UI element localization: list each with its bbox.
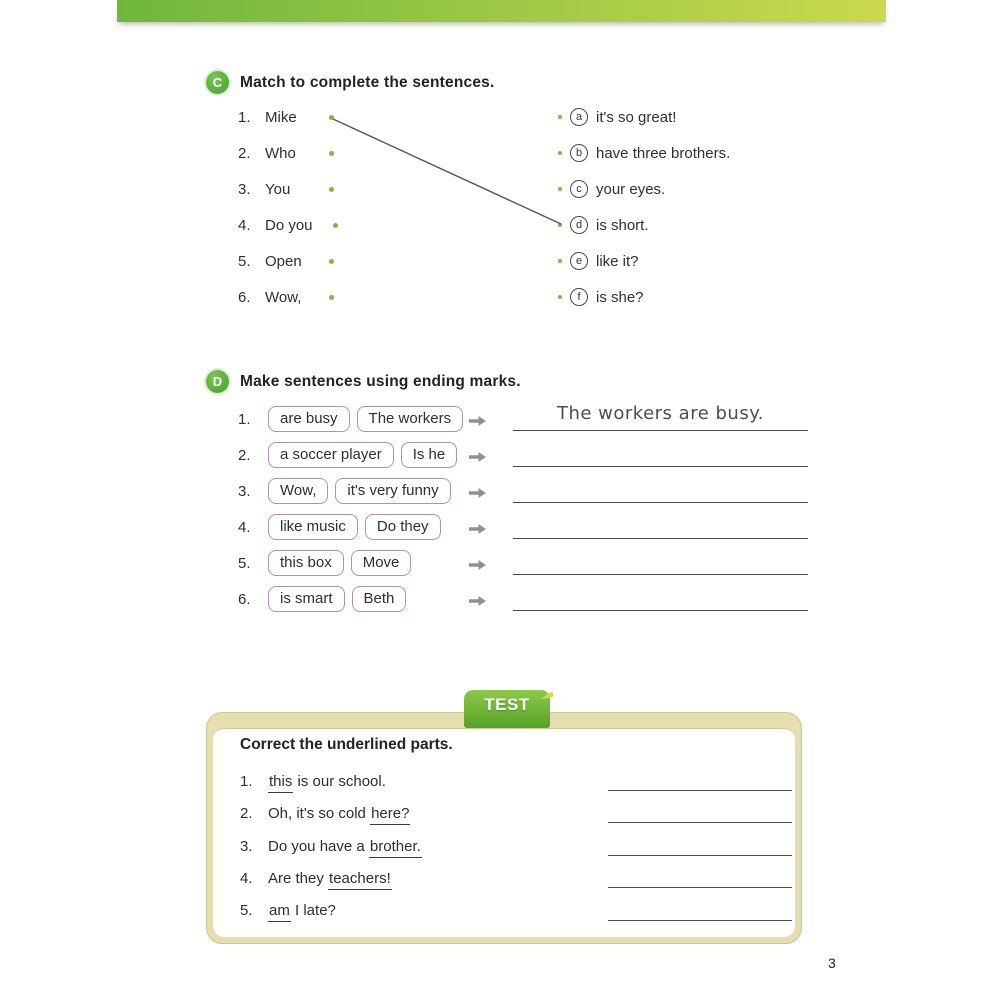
- word-box[interactable]: it's very funny: [335, 478, 450, 504]
- option-label: like it?: [596, 252, 639, 270]
- match-dot[interactable]: [329, 187, 334, 192]
- option-letter-badge: b: [570, 144, 588, 162]
- match-item-number: 3.: [238, 180, 251, 198]
- match-item-number: 5.: [238, 252, 251, 270]
- word-box[interactable]: Wow,: [268, 478, 328, 504]
- underlined-part: here?: [370, 805, 410, 825]
- test-item-text: [268, 902, 336, 919]
- test-tab: [464, 690, 550, 728]
- test-answer-line[interactable]: [608, 855, 792, 856]
- match-dot[interactable]: [329, 295, 334, 300]
- test-item-row: [240, 770, 386, 792]
- top-accent-bar: [117, 0, 886, 22]
- arrow-icon: [468, 451, 487, 463]
- word-box[interactable]: is smart: [268, 586, 345, 612]
- arrow-icon: [468, 415, 487, 427]
- test-item-row: [240, 867, 392, 889]
- test-item-post: is our school.: [293, 772, 386, 790]
- match-item-row: [238, 141, 296, 165]
- word-box[interactable]: Beth: [352, 586, 407, 612]
- match-item-number: 6.: [238, 288, 251, 306]
- sentence-row: [238, 550, 818, 580]
- match-item-row: [238, 285, 301, 309]
- match-dot[interactable]: [329, 259, 334, 264]
- sentence-number: 3.: [238, 483, 251, 500]
- match-item-label: Mike: [265, 108, 297, 126]
- option-dot[interactable]: [558, 259, 562, 263]
- arrow-icon: [468, 523, 487, 535]
- match-item-label: Open: [265, 252, 302, 270]
- option-label: is she?: [596, 288, 644, 306]
- section-c-badge: C: [206, 71, 229, 94]
- test-answer-line[interactable]: [608, 887, 792, 888]
- match-item-row: [238, 249, 302, 273]
- match-item-row: [238, 105, 297, 129]
- underlined-part: this: [268, 773, 293, 793]
- answer-line[interactable]: [513, 502, 808, 503]
- answer-line[interactable]: [513, 574, 808, 575]
- sentence-number: 2.: [238, 447, 251, 464]
- option-dot[interactable]: [558, 223, 562, 227]
- test-item-number: 5.: [240, 901, 253, 919]
- option-label: it's so great!: [596, 108, 677, 126]
- handwritten-answer: The workers are busy.: [556, 403, 765, 424]
- test-item-row: [240, 835, 422, 857]
- match-item-number: 2.: [238, 144, 251, 162]
- option-label: is short.: [596, 216, 649, 234]
- underlined-part: brother.: [369, 838, 422, 858]
- test-title: Correct the underlined parts.: [240, 736, 453, 753]
- sentence-number: 6.: [238, 591, 251, 608]
- sentence-number: 4.: [238, 519, 251, 536]
- match-dot[interactable]: [333, 223, 338, 228]
- arrow-icon: [468, 487, 487, 499]
- match-item-label: You: [265, 180, 291, 198]
- word-box[interactable]: a soccer player: [268, 442, 394, 468]
- test-item-number: 4.: [240, 869, 253, 887]
- test-item-text: [268, 773, 386, 790]
- section-d-badge: D: [206, 370, 229, 393]
- option-label: have three brothers.: [596, 144, 731, 162]
- answer-line[interactable]: [513, 538, 808, 539]
- option-dot[interactable]: [558, 115, 562, 119]
- match-option-row: [558, 213, 649, 237]
- test-tab-label: TEST: [484, 695, 530, 714]
- match-item-label: Who: [265, 144, 296, 162]
- match-item-row: [238, 177, 290, 201]
- match-item-number: 4.: [238, 216, 251, 234]
- match-option-row: [558, 141, 730, 165]
- answer-line[interactable]: [513, 466, 808, 467]
- match-item-label: Do you: [265, 216, 313, 234]
- match-option-row: [558, 105, 676, 129]
- underlined-part: am: [268, 902, 291, 922]
- test-answer-line[interactable]: [608, 920, 792, 921]
- test-item-row: [240, 802, 410, 824]
- answer-line[interactable]: [513, 610, 808, 611]
- word-box[interactable]: Move: [351, 550, 412, 576]
- option-letter-badge: c: [570, 180, 588, 198]
- word-box[interactable]: The workers: [357, 406, 464, 432]
- sentence-row: [238, 442, 818, 472]
- word-box[interactable]: Is he: [401, 442, 458, 468]
- test-item-number: 2.: [240, 804, 253, 822]
- match-dot[interactable]: [329, 115, 334, 120]
- test-answer-line[interactable]: [608, 790, 792, 791]
- match-item-row: [238, 213, 313, 237]
- test-item-pre: Are they: [268, 869, 329, 887]
- test-item-number: 3.: [240, 837, 253, 855]
- test-item-number: 1.: [240, 772, 253, 790]
- word-box[interactable]: like music: [268, 514, 358, 540]
- option-dot[interactable]: [558, 151, 562, 155]
- option-letter-badge: a: [570, 108, 588, 126]
- test-item-post: I late?: [290, 901, 336, 919]
- test-item-pre: Oh, it's so cold: [268, 804, 371, 822]
- section-c-title: Match to complete the sentences.: [240, 74, 495, 91]
- match-option-row: [558, 177, 665, 201]
- word-box[interactable]: this box: [268, 550, 344, 576]
- option-letter-badge: d: [570, 216, 588, 234]
- option-dot[interactable]: [558, 187, 562, 191]
- underlined-part: teachers!: [328, 870, 392, 890]
- match-option-row: [558, 249, 639, 273]
- arrow-icon: [468, 595, 487, 607]
- match-line: [333, 119, 561, 224]
- answer-line[interactable]: [513, 430, 808, 431]
- sparkle-icon: [540, 687, 555, 700]
- word-box[interactable]: are busy: [268, 406, 350, 432]
- option-label: your eyes.: [596, 180, 666, 198]
- arrow-icon: [468, 559, 487, 571]
- test-item-text: [268, 805, 410, 822]
- test-item-pre: Do you have a: [268, 837, 369, 855]
- sentence-row: [238, 586, 818, 616]
- match-item-label: Wow,: [265, 288, 302, 306]
- option-letter-badge: f: [570, 288, 588, 306]
- page-number: 3: [828, 955, 836, 971]
- test-item-text: [268, 838, 422, 855]
- option-dot[interactable]: [558, 295, 562, 299]
- match-dot[interactable]: [329, 151, 334, 156]
- section-d-title: Make sentences using ending marks.: [240, 373, 521, 390]
- test-answer-line[interactable]: [608, 822, 792, 823]
- test-item-row: [240, 899, 336, 921]
- sentence-number: 1.: [238, 411, 251, 428]
- match-option-row: [558, 285, 644, 309]
- match-item-number: 1.: [238, 108, 251, 126]
- sentence-number: 5.: [238, 555, 251, 572]
- word-box[interactable]: Do they: [365, 514, 441, 540]
- sentence-row: [238, 403, 818, 436]
- test-item-text: [268, 870, 392, 887]
- sentence-row: [238, 514, 818, 544]
- sentence-row: [238, 478, 818, 508]
- option-letter-badge: e: [570, 252, 588, 270]
